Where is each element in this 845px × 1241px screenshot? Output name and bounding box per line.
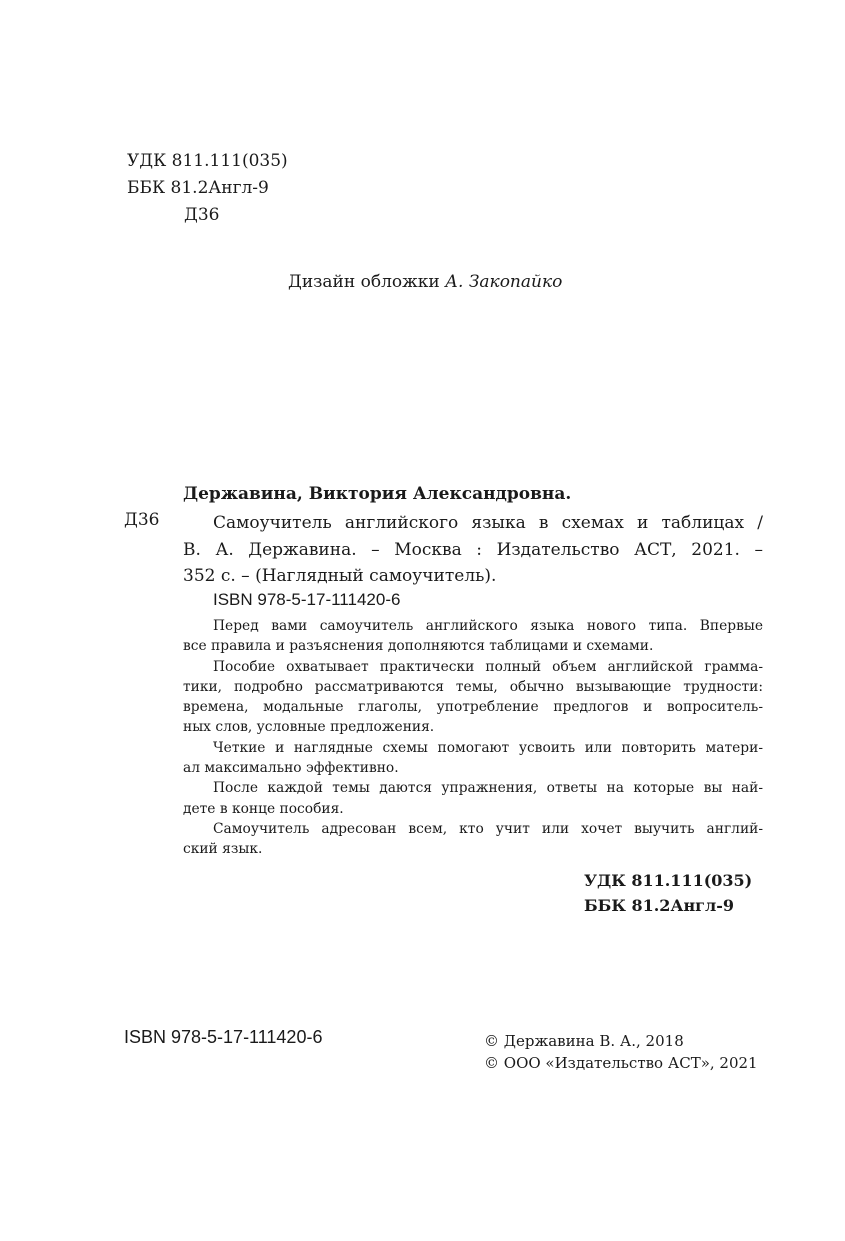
abstract-line: ных слов, условные предложения. [183,719,435,736]
catalog-author: Державина, Виктория Александровна. [183,484,572,504]
top-author-mark: Д36 [184,205,220,225]
copyright-line: © ООО «Издательство АСТ», 2021 [484,1054,758,1072]
copyright-block [484,1030,758,1074]
abstract-line: Самоучитель адресован всем, кто учит или хочет выучить англий- [213,820,763,837]
abstract-line: После каждой темы даются упражнения, ответы на которые вы най- [213,780,763,797]
copyright-line: © Державина В. А., 2018 [484,1032,684,1050]
abstract-line: тики, подробно рассматриваются темы, обычно вызывающие трудности: [183,678,763,695]
designer-name: А. Закопайко [445,272,563,292]
abstract-line: ский язык. [183,841,263,858]
abstract-paragraph [183,616,763,657]
catalog-isbn: ISBN 978-5-17-111420-6 [213,590,401,609]
abstract-line: Пособие охватывает практически полный объем английской грамма- [213,658,763,675]
abstract-paragraph [183,819,763,860]
catalog-code: Д36 [124,510,160,530]
abstract-paragraph [183,738,763,779]
citation-line: В. А. Державина. – Москва : Издательство АСТ, 2021. – [183,539,763,560]
abstract-line: дете в конце пособия. [183,800,344,817]
catalog-bbk: ББК 81.2Англ-9 [584,896,735,915]
cover-designer-credit [288,272,562,292]
top-udk: УДК 811.111(035) [127,151,288,171]
top-classification-codes [127,148,288,229]
abstract-line: времена, модальные глаголы, употребление предлогов и вопроситель- [183,699,763,716]
citation-line: 352 с. – (Наглядный самоучитель). [183,566,497,586]
catalog-abstract [183,616,763,860]
abstract-paragraph [183,778,763,819]
abstract-line: Перед вами самоучитель английского языка нового типа. Впервые [213,618,763,634]
abstract-paragraph [183,657,763,738]
catalog-udk: УДК 811.111(035) [584,871,753,890]
abstract-line: все правила и разъяснения дополняются таблицами и схемами. [183,638,654,655]
abstract-line: Четкие и наглядные схемы помогают усвоить или повторить матери- [213,739,763,756]
catalog-classification-codes [584,868,752,918]
abstract-line: ал максимально эффективно. [183,760,399,777]
citation-line: Самоучитель английского языка в схемах и таблицах / [213,513,763,533]
footer-isbn: ISBN 978-5-17-111420-6 [124,1027,323,1047]
catalog-citation [183,510,763,590]
designer-label: Дизайн обложки [288,272,446,292]
top-bbk: ББК 81.2Англ-9 [127,178,269,198]
